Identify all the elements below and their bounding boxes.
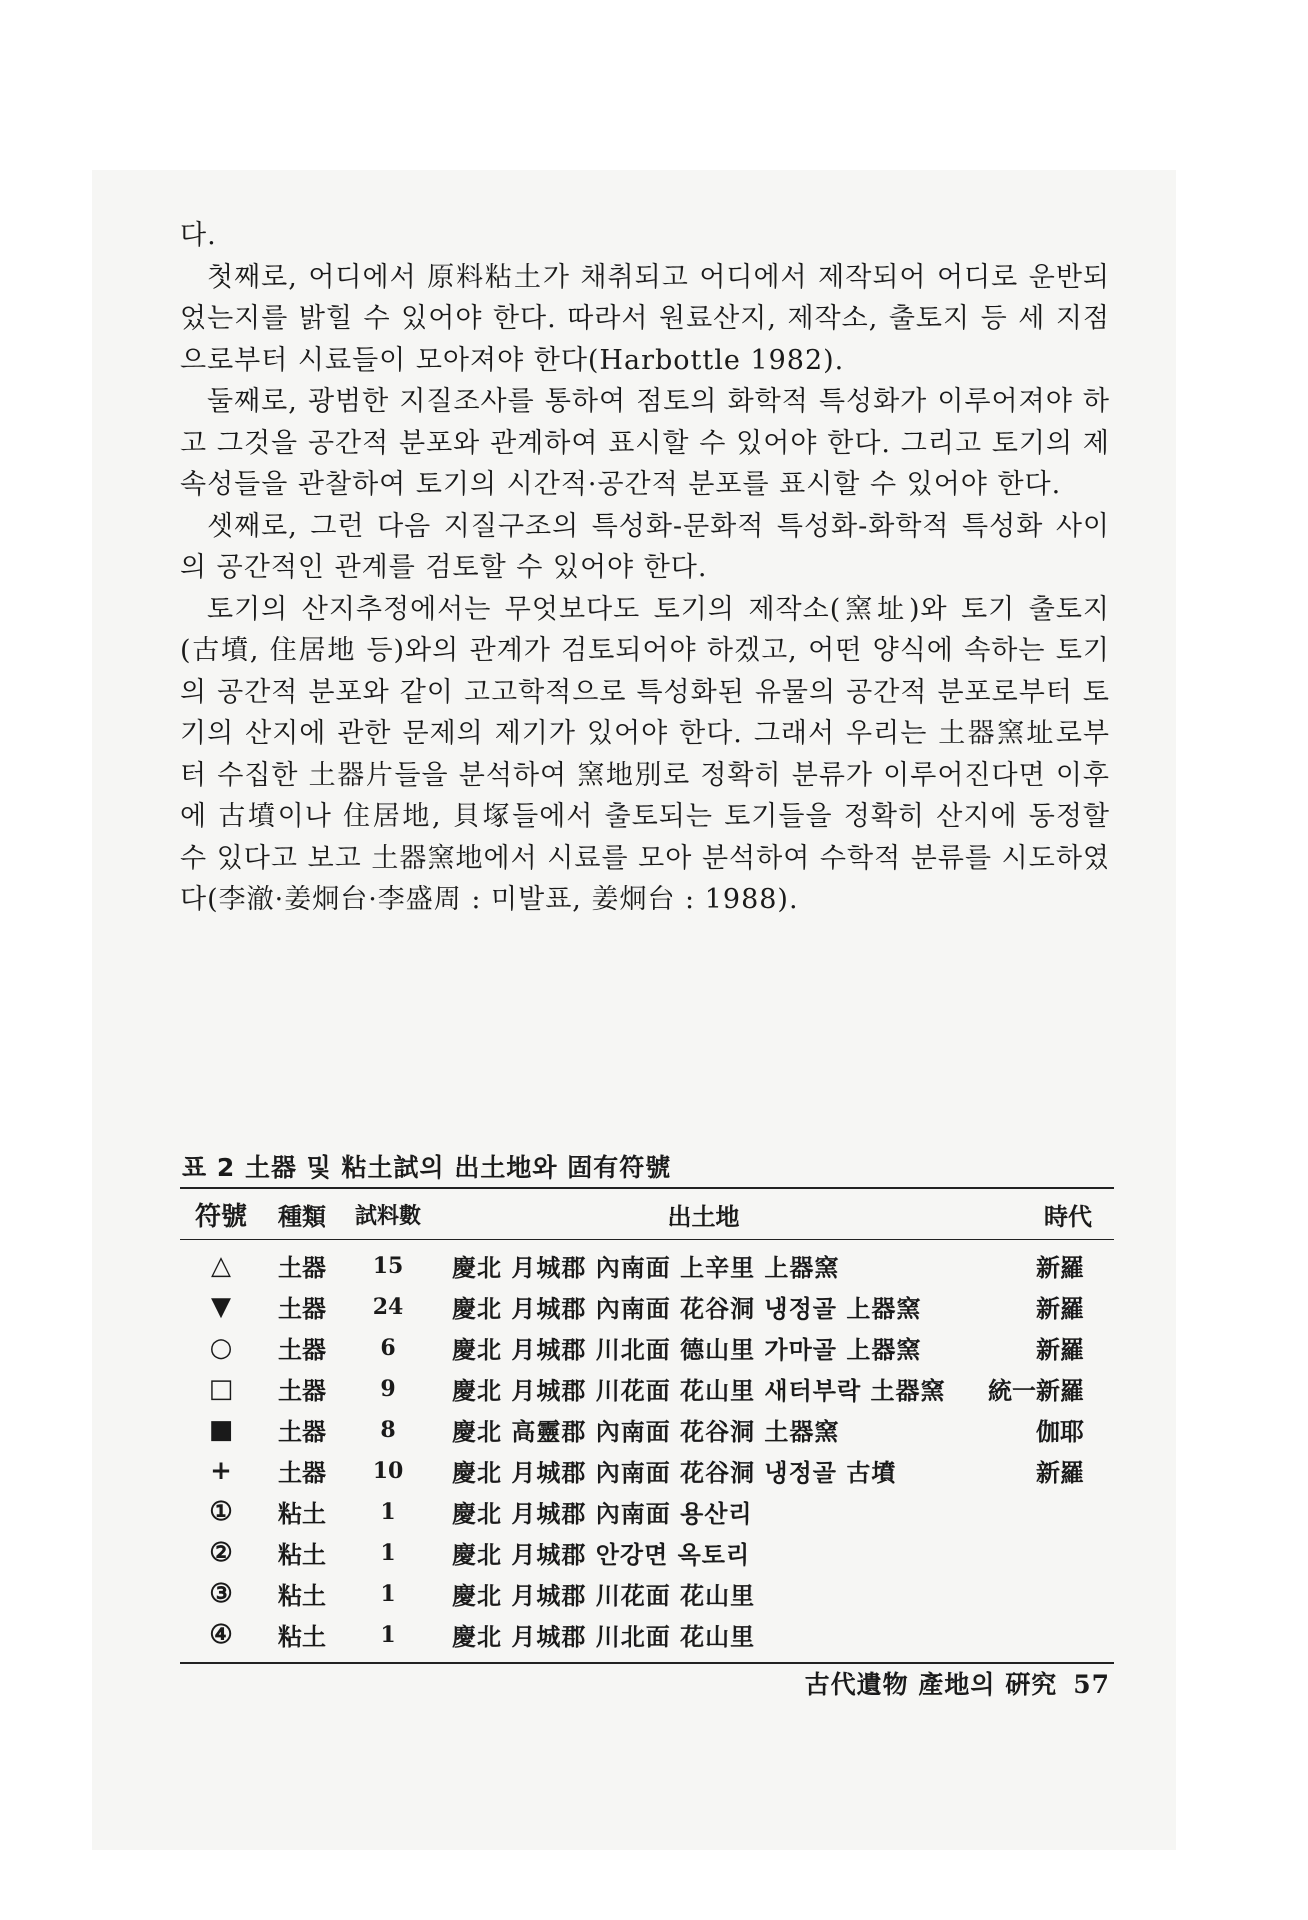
- paragraph: 토기의 산지추정에서는 무엇보다도 토기의 제작소(窯址)와 토기 출토지(古墳, 住居地 등)와의 관계가 검토되어야 하겠고, 어떤 양식에 속하는 토기의 공간적 분포와 같이 고고학적으로 특성화된 유물의 공간적 분포로부터 토기의 산지에 관한 문제의 제기가 있어야 한다. 그래서 우리는 土器窯址로부터 수집한 土器片들을 분석하여 窯地別로 정확히 분류가 이루어진다면 이후에 古墳이나 住居地, 貝塚들에서 출토되는 토기들을 정확히 산지에 동정할 수 있다고 보고 土器窯地에서 시료를 모아 분석하여 수학적 분류를 시도하였다(李澈·姜炯台·李盛周 : 미발표, 姜炯台 : 1988).: [180, 593, 1110, 915]
- cell-symbol: ■: [208, 1414, 234, 1445]
- cell-symbol: ①: [209, 1496, 233, 1527]
- header-era: 時代: [973, 1188, 1114, 1240]
- cell-location: 慶北 月城郡 內南面 花谷洞 냉정골 上器窯: [452, 1294, 922, 1323]
- cell-location: 慶北 高靈郡 內南面 花谷洞 土器窯: [452, 1417, 840, 1446]
- cell-era: [973, 1532, 1114, 1573]
- cell-symbol: +: [210, 1455, 232, 1486]
- cell-count: 1: [380, 1580, 396, 1607]
- cell-count: 1: [380, 1498, 396, 1525]
- cell-type: 粘土: [278, 1581, 326, 1610]
- cell-symbol: ③: [209, 1578, 233, 1609]
- cell-count: 24: [372, 1293, 404, 1320]
- cell-type: 土器: [278, 1417, 326, 1446]
- table-caption: 표 2 土器 및 粘土試의 出土地와 固有符號: [182, 1153, 672, 1182]
- cell-symbol: □: [208, 1373, 234, 1404]
- table-row: [180, 1450, 1114, 1491]
- page-number: 57: [1073, 1670, 1110, 1699]
- cell-location: 慶北 月城郡 內南面 花谷洞 냉정골 古墳: [452, 1458, 897, 1487]
- table-row: [180, 1614, 1114, 1663]
- cell-type: 土器: [278, 1458, 326, 1487]
- cell-count: 1: [342, 1614, 434, 1663]
- cell-type: 土器: [278, 1294, 326, 1323]
- cell-type: 粘土: [278, 1540, 326, 1569]
- table-row: [180, 1532, 1114, 1573]
- table-row: [180, 1286, 1114, 1327]
- cell-location: 慶北 月城郡 內南面 上辛里 上器窯: [452, 1253, 840, 1282]
- cell-era: 新羅: [1036, 1335, 1084, 1364]
- data-table: [180, 1187, 1114, 1664]
- table-header-row: [180, 1188, 1114, 1240]
- cell-count: 9: [380, 1375, 396, 1402]
- cell-type: 粘土: [278, 1499, 326, 1528]
- cell-type: 土器: [278, 1335, 326, 1364]
- table-row: [180, 1368, 1114, 1409]
- paragraph: 다.: [180, 220, 217, 251]
- cell-count: 8: [380, 1416, 396, 1443]
- cell-type: 土器: [278, 1376, 326, 1405]
- body-text: [180, 215, 1110, 921]
- cell-type: 粘土: [262, 1614, 342, 1663]
- cell-symbol: △: [211, 1250, 231, 1281]
- table-row: [180, 1491, 1114, 1532]
- running-title: 古代遺物 產地의 硏究: [804, 1670, 1058, 1699]
- cell-era: [973, 1573, 1114, 1614]
- page-footer: [770, 1665, 1110, 1701]
- cell-location: 慶北 月城郡 안강면 옥토리: [452, 1540, 751, 1569]
- cell-location: 慶北 月城郡 川花面 花山里: [452, 1581, 756, 1610]
- cell-symbol: ○: [209, 1332, 233, 1363]
- cell-era: 統一新羅: [988, 1376, 1084, 1405]
- cell-era: 新羅: [1036, 1294, 1084, 1323]
- cell-count: 10: [372, 1457, 404, 1484]
- cell-count: 6: [380, 1334, 396, 1361]
- cell-location: 慶北 月城郡 川花面 花山里 새터부락 土器窯: [452, 1376, 946, 1405]
- table-row: [180, 1327, 1114, 1368]
- cell-era: 伽耶: [1036, 1417, 1084, 1446]
- cell-location: 慶北 月城郡 川北面 花山里: [434, 1614, 973, 1663]
- table-row: [180, 1409, 1114, 1450]
- paragraph: 셋째로, 그런 다음 지질구조의 특성화-문화적 특성화-화학적 특성화 사이의 공간적인 관계를 검토할 수 있어야 한다.: [180, 510, 1110, 583]
- cell-symbol: ②: [209, 1537, 233, 1568]
- header-count: 試料數: [342, 1188, 434, 1240]
- header-type: 種類: [262, 1188, 342, 1240]
- cell-era: 新羅: [1036, 1458, 1084, 1487]
- cell-symbol: ④: [180, 1614, 262, 1663]
- cell-era: 新羅: [1036, 1253, 1084, 1282]
- cell-location: 慶北 月城郡 內南面 용산리: [452, 1499, 753, 1528]
- cell-count: 1: [380, 1539, 396, 1566]
- cell-era: [973, 1614, 1114, 1663]
- table-row: [180, 1573, 1114, 1614]
- header-location: 出土地: [434, 1188, 973, 1240]
- paragraph: 둘째로, 광범한 지질조사를 통하여 점토의 화학적 특성화가 이루어져야 하고 그것을 공간적 분포와 관계하여 표시할 수 있어야 한다. 그리고 토기의 제속성들을 관찰하여 토기의 시간적·공간적 분포를 표시할 수 있어야 한다.: [180, 386, 1110, 500]
- cell-era: [973, 1491, 1114, 1532]
- cell-count: 15: [372, 1252, 404, 1279]
- table-row: [180, 1240, 1114, 1287]
- paragraph: 첫째로, 어디에서 原料粘土가 채취되고 어디에서 제작되어 어디로 운반되었는지를 밝힐 수 있어야 한다. 따라서 원료산지, 제작소, 출토지 등 세 지점으로부터 시료들이 모아져야 한다(Harbottle 1982).: [180, 261, 1110, 376]
- cell-type: 土器: [278, 1253, 326, 1282]
- header-symbol: 符號: [180, 1188, 262, 1240]
- cell-location: 慶北 月城郡 川北面 德山里 가마골 上器窯: [452, 1335, 922, 1364]
- cell-symbol: ▼: [211, 1291, 231, 1322]
